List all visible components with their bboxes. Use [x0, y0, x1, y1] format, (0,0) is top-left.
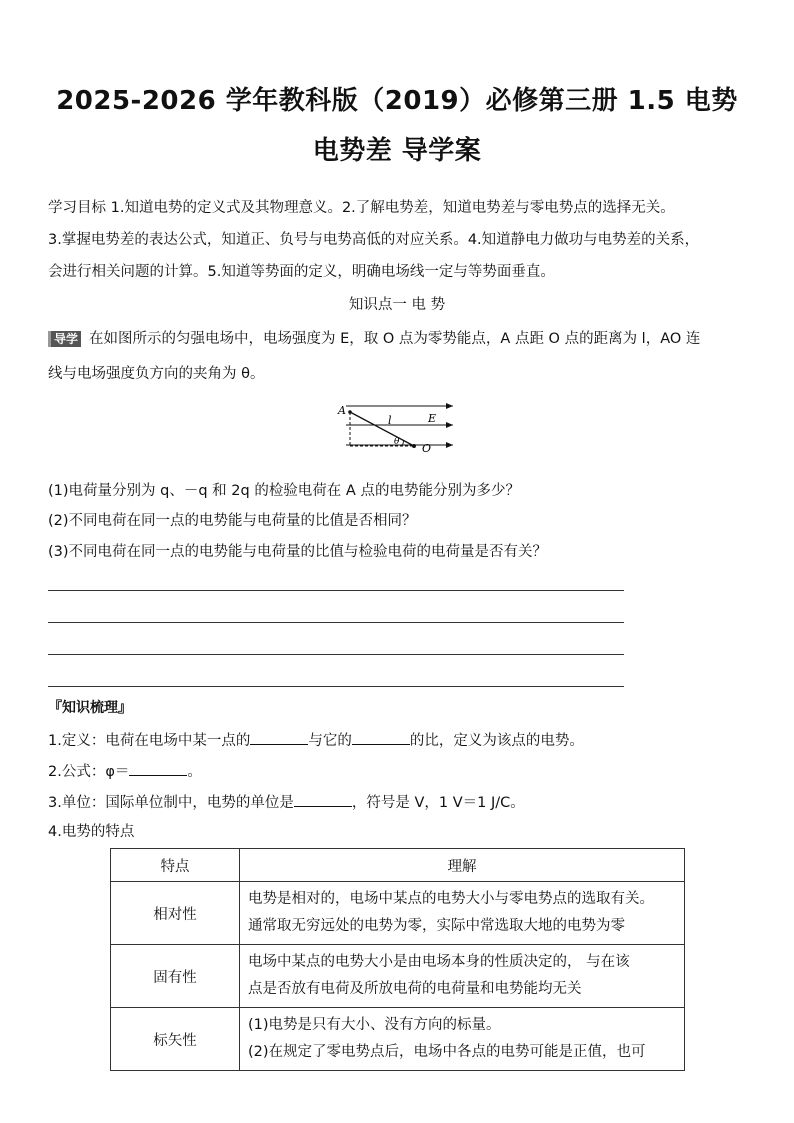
fill-blank[interactable] [250, 730, 308, 745]
objectives-line3: 会进行相关问题的计算。5.知道等势面的定义，明确电场线一定与等势面垂直。 [48, 264, 555, 280]
item3-text-a: 3.单位：国际单位制中，电势的单位是 [48, 795, 294, 811]
guide-badge: 导学 [48, 331, 81, 347]
knowledge-heading: 『知识梳理』 [48, 700, 132, 716]
objectives-line2: 3.掌握电势差的表达公式，知道正、负号与电势高低的对应关系。4.知道静电力做功与电势差的关系， [48, 232, 700, 248]
cell-line: 电场中某点的电势大小是由电场本身的性质决定的， 与在该 [248, 954, 630, 970]
section-heading: 知识点一 电 势 [348, 297, 446, 313]
item1-text-c: 的比，定义为该点的电势。 [409, 733, 584, 749]
point-A [348, 410, 352, 414]
table-cell-feature: 标矢性 [111, 1008, 240, 1071]
table-cell-understanding [240, 1008, 685, 1071]
guide-text-line1: 在如图所示的匀强电场中，电场强度为 E，取 O 点为零势能点，A 点距 O 点的距离为 l，AO 连 [89, 331, 701, 347]
item1-text-b: 与它的 [308, 733, 352, 749]
question-3: (3)不同电荷在同一点的电势能与电荷量的比值与检验电荷的电荷量是否有关？ [48, 544, 548, 560]
cell-line: 通常取无穷远处的电势为零，实际中常选取大地的电势为零 [248, 918, 625, 934]
label-l: l [388, 414, 392, 427]
knowledge-item-4: 4.电势的特点 [48, 824, 135, 840]
doc-title-line2: 电势差 导学案 [312, 136, 482, 166]
item2-text-b: 。 [187, 764, 202, 780]
fill-blank[interactable] [294, 792, 352, 807]
label-theta: θ [394, 437, 400, 447]
cell-line: 电势是相对的，电场中某点的电势大小与零电势点的选取有关。 [248, 891, 654, 907]
item1-text-a: 1.定义：电荷在电场中某一点的 [48, 733, 251, 749]
guide-paragraph-line2: 线与电场强度负方向的夹角为 θ。 [48, 366, 265, 382]
fill-blank[interactable] [352, 730, 410, 745]
question-1: (1)电荷量分别为 q、－q 和 2q 的检验电荷在 A 点的电势能分别为多少？ [48, 483, 520, 499]
cell-line: (1)电势是只有大小、没有方向的标量。 [248, 1017, 501, 1033]
guide-paragraph-line1 [48, 329, 700, 349]
table-row [111, 1008, 685, 1071]
potential-features-table [110, 848, 685, 1071]
table-header-feature: 特点 [111, 849, 240, 882]
electric-field-diagram [336, 400, 461, 462]
knowledge-item-1 [48, 730, 584, 751]
label-A: A [338, 404, 346, 417]
answer-line[interactable] [48, 590, 624, 591]
label-O: O [422, 442, 432, 455]
fill-blank[interactable] [129, 761, 187, 776]
answer-line[interactable] [48, 622, 624, 623]
table-cell-feature: 固有性 [111, 945, 240, 1008]
answer-line[interactable] [48, 686, 624, 687]
table-cell-feature: 相对性 [111, 882, 240, 945]
table-cell-understanding [240, 945, 685, 1008]
objectives-line1: 学习目标 1.知道电势的定义式及其物理意义。2.了解电势差，知道电势差与零电势点的选择无关。 [48, 200, 675, 216]
question-2: (2)不同电荷在同一点的电势能与电荷量的比值是否相同？ [48, 513, 417, 529]
table-row [111, 882, 685, 945]
answer-line[interactable] [48, 654, 624, 655]
point-O [412, 444, 416, 448]
item2-text-a: 2.公式：φ＝ [48, 764, 130, 780]
knowledge-item-2 [48, 761, 202, 782]
table-header-understanding: 理解 [240, 849, 685, 882]
segment-AO [350, 412, 414, 446]
table-cell-understanding [240, 882, 685, 945]
doc-title-line1: 2025-2026 学年教科版（2019）必修第三册 1.5 电势 [56, 86, 738, 116]
knowledge-item-3 [48, 792, 525, 813]
cell-line: (2)在规定了零电势点后，电场中各点的电势可能是正值，也可 [248, 1044, 646, 1060]
label-E: E [428, 412, 437, 425]
cell-line: 点是否放有电荷及所放电荷的电荷量和电势能均无关 [248, 981, 582, 997]
table-row [111, 945, 685, 1008]
item3-text-b: ，符号是 V，1 V＝1 J/C。 [351, 795, 525, 811]
table-header-row [111, 849, 685, 882]
